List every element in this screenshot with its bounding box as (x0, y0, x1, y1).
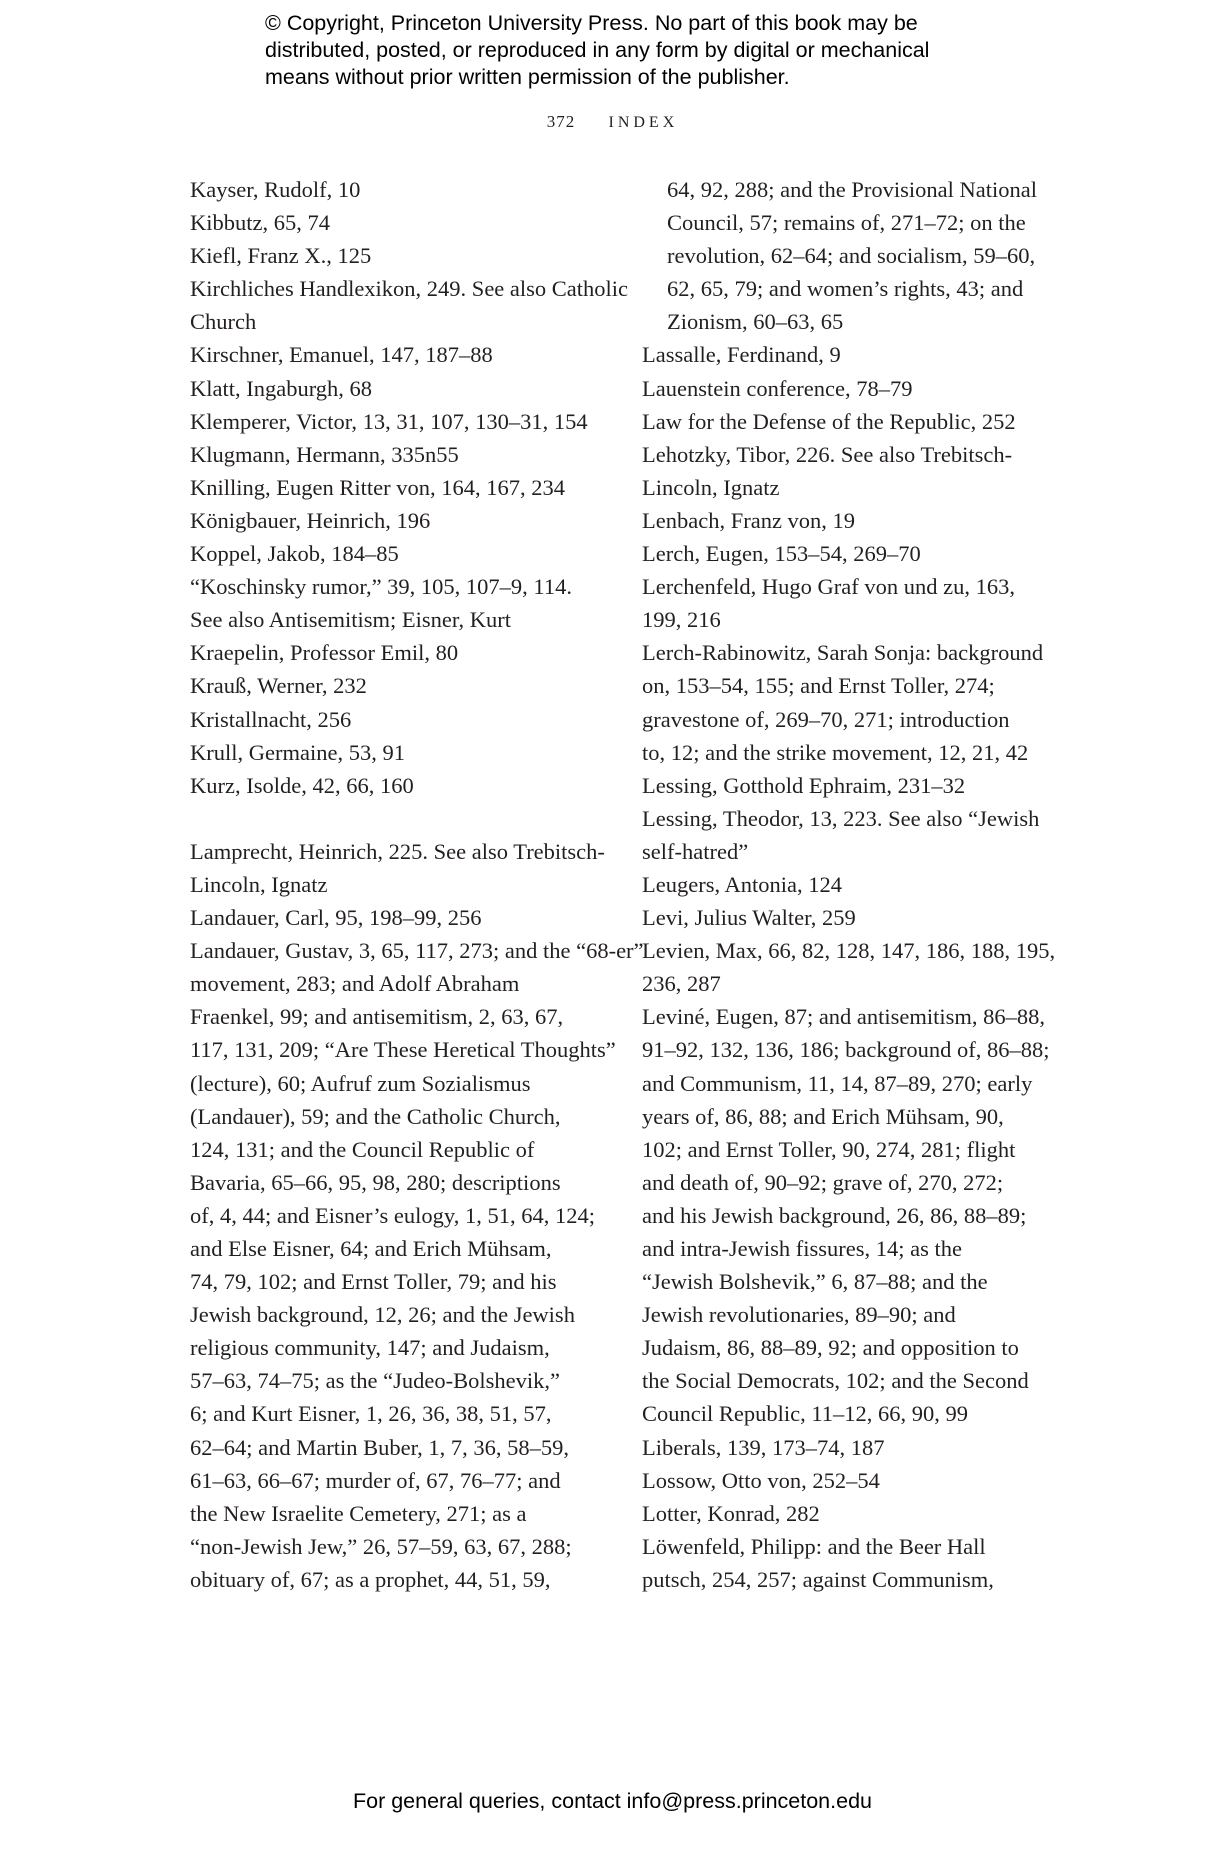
index-entry-line: the Social Democrats, 102; and the Second (642, 1368, 1029, 1394)
index-entry (190, 372, 605, 405)
copyright-line: © Copyright, Princeton University Press. No part of this book may be (265, 11, 918, 35)
index-entry (190, 504, 605, 537)
index-entry-line: Lossow, Otto von, 252–54 (642, 1467, 880, 1493)
index-entry-line: and intra-Jewish fissures, 14; as the (642, 1236, 962, 1261)
index-entry-line: 6; and Kurt Eisner, 1, 26, 36, 38, 51, 57, (190, 1401, 552, 1427)
index-entry (190, 769, 605, 802)
index-entry (642, 504, 1057, 537)
index-entry (190, 438, 605, 471)
index-entry-line: on, 153–54, 155; and Ernst Toller, 274; (642, 673, 995, 699)
index-entry (190, 206, 605, 239)
index-entry-line: movement, 283; and Adolf Abraham (190, 971, 520, 997)
index-entry-line: Löwenfeld, Philipp: and the Beer Hall (642, 1533, 986, 1559)
index-entry-line: Levien, Max, 66, 82, 128, 147, 186, 188, 195, (642, 938, 1056, 964)
index-entry (190, 338, 605, 371)
index-entry (642, 537, 1057, 570)
section-title: INDEX (608, 114, 679, 131)
index-entry (642, 868, 1057, 901)
index-entry (190, 934, 644, 1596)
index-entry-line: Kibbutz, 65, 74 (190, 210, 330, 236)
index-entry-line: Liberals, 139, 173–74, 187 (642, 1434, 885, 1460)
index-entry-line: See also Antisemitism; Eisner, Kurt (190, 607, 511, 633)
index-entry-line: 61–63, 66–67; murder of, 67, 76–77; and (190, 1467, 561, 1493)
index-entry-line: Jewish background, 12, 26; and the Jewish (190, 1302, 575, 1328)
index-entry-line: Kayser, Rudolf, 10 (190, 177, 361, 202)
index-entry (190, 239, 605, 272)
index-entry-line: 236, 287 (642, 971, 721, 997)
index-entry-line: Leugers, Antonia, 124 (642, 871, 842, 897)
index-entry-line: Council, 57; remains of, 271–72; on the (667, 210, 1026, 236)
index-entry-line: “non-Jewish Jew,” 26, 57–59, 63, 67, 288; (190, 1533, 572, 1559)
index-entry-line: Bavaria, 65–66, 95, 98, 280; descriptions (190, 1169, 561, 1195)
index-entry (190, 636, 605, 669)
index-entry (190, 736, 605, 769)
index-entry-line: “Koschinsky rumor,” 39, 105, 107–9, 114. (190, 574, 572, 600)
index-entry-line: obituary of, 67; as a prophet, 44, 51, 59, (190, 1566, 551, 1592)
index-entry-line: Lerch, Eugen, 153–54, 269–70 (642, 541, 921, 567)
index-entry-line: Lincoln, Ignatz (642, 474, 780, 500)
index-entry-line: Jewish revolutionaries, 89–90; and (642, 1302, 956, 1328)
index-entry (190, 570, 605, 636)
index-column-right (642, 173, 1057, 1596)
index-entry-line: Lessing, Gotthold Ephraim, 231–32 (642, 772, 966, 798)
index-entry-line: and his Jewish background, 26, 86, 88–89; (642, 1202, 1027, 1228)
index-entry-line: self-hatred” (642, 838, 749, 864)
index-entry (190, 405, 605, 438)
index-entry-line: Zionism, 60–63, 65 (667, 309, 844, 335)
index-entry-line: Lassalle, Ferdinand, 9 (642, 342, 841, 368)
index-entry-line: Kiefl, Franz X., 125 (190, 243, 372, 269)
index-entry-line: (Landauer), 59; and the Catholic Church, (190, 1103, 561, 1129)
index-entry-line: and Else Eisner, 64; and Erich Mühsam, (190, 1236, 552, 1261)
index-entry-line: Klatt, Ingaburgh, 68 (190, 375, 373, 401)
index-entry (642, 1530, 1057, 1596)
index-entry (642, 636, 1057, 768)
index-entry-line: 117, 131, 209; “Are These Heretical Thoughts” (190, 1037, 616, 1063)
index-entry (642, 1497, 1057, 1530)
index-entry-line: Knilling, Eugen Ritter von, 164, 167, 234 (190, 474, 565, 500)
index-entry (642, 438, 1057, 504)
index-entry-line: Landauer, Carl, 95, 198–99, 256 (190, 905, 482, 931)
index-entry-line: 91–92, 132, 136, 186; background of, 86–88; (642, 1037, 1050, 1063)
index-entry-line: 57–63, 74–75; as the “Judeo-Bolshevik,” (190, 1368, 560, 1394)
index-entry-line: 102; and Ernst Toller, 90, 274, 281; flight (642, 1136, 1016, 1162)
index-entry-line: Lehotzky, Tibor, 226. See also Trebitsch- (642, 441, 1013, 467)
index-entry-line: 199, 216 (642, 607, 721, 633)
index-entry-line: Lotter, Konrad, 282 (642, 1500, 820, 1526)
index-entry-line: Lamprecht, Heinrich, 225. See also Trebitsch- (190, 838, 605, 864)
index-entry-line: Levi, Julius Walter, 259 (642, 905, 856, 931)
index-entry-line: Landauer, Gustav, 3, 65, 117, 273; and the “68-er” (190, 938, 644, 964)
index-entry-line: putsch, 254, 257; against Communism, (642, 1566, 994, 1592)
index-entry-line: (lecture), 60; Aufruf zum Sozialismus (190, 1070, 531, 1096)
index-entry (642, 338, 1057, 371)
index-entry-line: and death of, 90–92; grave of, 270, 272; (642, 1169, 1004, 1195)
index-entry-line: Law for the Defense of the Republic, 252 (642, 408, 1016, 434)
index-entry-line: of, 4, 44; and Eisner’s eulogy, 1, 51, 64, 124; (190, 1202, 595, 1228)
index-entry (642, 570, 1057, 636)
index-entry-line: Lerch-Rabinowitz, Sarah Sonja: background (642, 640, 1044, 666)
index-entry (642, 1464, 1057, 1497)
index-entry-line: and Communism, 11, 14, 87–89, 270; early (642, 1070, 1033, 1096)
index-entry (190, 537, 605, 570)
index-entry-line: Judaism, 86, 88–89, 92; and opposition to (642, 1335, 1019, 1361)
index-entry-line: 62, 65, 79; and women’s rights, 43; and (667, 276, 1024, 302)
index-entry-line: years of, 86, 88; and Erich Mühsam, 90, (642, 1103, 1004, 1129)
copyright-line: distributed, posted, or reproduced in any form by digital or mechanical (265, 38, 930, 62)
index-entry (642, 173, 1057, 338)
running-head (0, 112, 1225, 132)
page-number: 372 (546, 112, 576, 131)
index-entry (190, 272, 629, 338)
index-entry-line: Kirchliches Handlexikon, 249. See also Catholic (190, 276, 629, 302)
index-entry-line: Leviné, Eugen, 87; and antisemitism, 86–88, (642, 1004, 1046, 1030)
index-entry (642, 1000, 1057, 1430)
index-entry-line: religious community, 147; and Judaism, (190, 1335, 550, 1361)
index-entry-line: Klemperer, Victor, 13, 31, 107, 130–31, 154 (190, 408, 588, 434)
index-entry-line: Church (190, 309, 257, 335)
index-entry (642, 934, 1057, 1000)
copyright-line: means without prior written permission of the publisher. (265, 65, 790, 89)
index-entry-line: Koppel, Jakob, 184–85 (190, 541, 399, 567)
index-entry-line: Lerchenfeld, Hugo Graf von und zu, 163, (642, 574, 1016, 600)
index-entry-line: Königbauer, Heinrich, 196 (190, 507, 431, 533)
index-entry (190, 471, 605, 504)
index-entry (642, 901, 1057, 934)
index-entry (190, 669, 605, 702)
index-entry (642, 372, 1057, 405)
index-entry-line: 64, 92, 288; and the Provisional National (667, 177, 1037, 202)
index-entry-line: gravestone of, 269–70, 271; introduction (642, 706, 1010, 732)
index-entry-line: Krull, Germaine, 53, 91 (190, 739, 405, 765)
index-entry-line: Klugmann, Hermann, 335n55 (190, 441, 459, 467)
index-entry-line: revolution, 62–64; and socialism, 59–60, (667, 243, 1036, 269)
index-entry-line: Lauenstein conference, 78–79 (642, 375, 913, 401)
index-entry-line: 62–64; and Martin Buber, 1, 7, 36, 58–59, (190, 1434, 570, 1460)
index-entry-line: Council Republic, 11–12, 66, 90, 99 (642, 1401, 969, 1427)
index-entry-line: Kristallnacht, 256 (190, 706, 352, 732)
index-entry (642, 769, 1057, 802)
index-entry (642, 405, 1057, 438)
index-entry-line: Fraenkel, 99; and antisemitism, 2, 63, 67, (190, 1004, 564, 1030)
index-entry (642, 802, 1057, 868)
index-entry-line: Lessing, Theodor, 13, 223. See also “Jewish (642, 805, 1040, 831)
index-entry-line: Lenbach, Franz von, 19 (642, 507, 856, 533)
index-entry-line: to, 12; and the strike movement, 12, 21, 42 (642, 739, 1029, 765)
index-entry-line: Kurz, Isolde, 42, 66, 160 (190, 772, 414, 798)
index-entry-line: “Jewish Bolshevik,” 6, 87–88; and the (642, 1269, 988, 1295)
index-entry (190, 703, 605, 736)
index-column-left (190, 173, 644, 1596)
index-entry-line: 74, 79, 102; and Ernst Toller, 79; and his (190, 1269, 557, 1295)
index-entry-line: Krauß, Werner, 232 (190, 673, 367, 699)
index-entry-line: 124, 131; and the Council Republic of (190, 1136, 535, 1162)
index-entry-line: Kirschner, Emanuel, 147, 187–88 (190, 342, 493, 368)
index-entry (190, 173, 605, 206)
index-entry (642, 1431, 1057, 1464)
index-entry-line: Lincoln, Ignatz (190, 871, 328, 897)
copyright-notice (265, 10, 1025, 91)
index-entry (190, 835, 605, 901)
index-entry-line: Kraepelin, Professor Emil, 80 (190, 640, 459, 666)
index-entry (190, 901, 605, 934)
footer-contact: For general queries, contact info@press.princeton.edu (352, 1789, 872, 1813)
index-entry-line: the New Israelite Cemetery, 271; as a (190, 1500, 527, 1526)
